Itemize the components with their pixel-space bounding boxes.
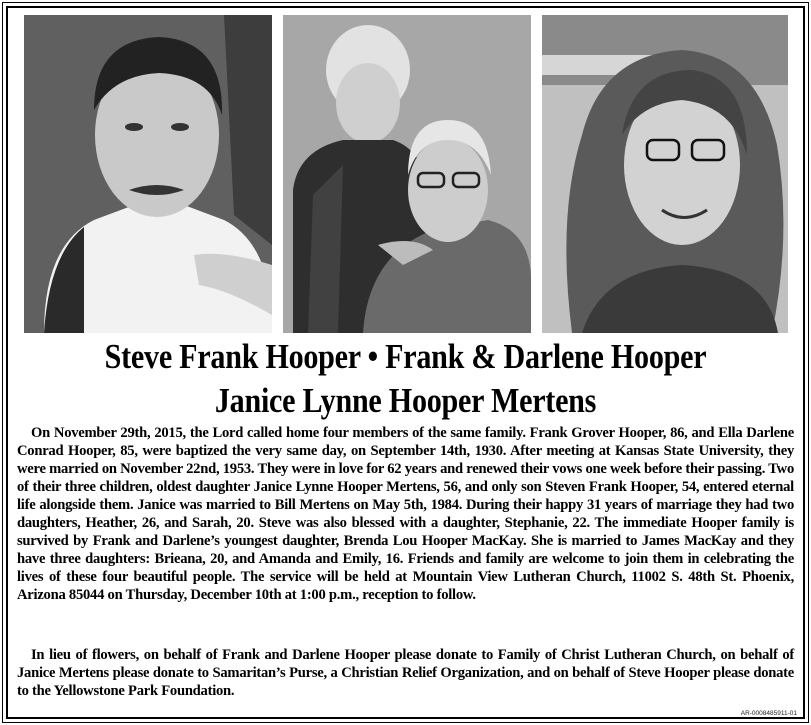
- obituary-paragraph: On November 29th, 2015, the Lord called home four members of the same family. Frank Grover Hooper, 86, and Ella Darlene Conrad Hooper, 85, were baptized the very same day, on September 14th, 1930. After meeting at Kansas State University, they were married on November 22nd, 1953. They were in love for 62 years and renewed their vows one week before their passing. Two of their three children, oldest daughter Janice Lynne Hooper Mertens, 56, and only son Steven Frank Hooper, 54, entered eternal life alongside them. Janice was married to Bill Mertens on May 5th, 1984. During their happy 31 years of marriage they had two daughters, Heather, 26, and Sarah, 20. Steve was also blessed with a daughter, Stephanie, 22. The immediate Hooper family is survived by Frank and Darlene’s youngest daughter, Brenda Lou Hooper MacKay. She is married to James MacKay and they have three daughters: Brieana, 20, and Amanda and Emily, 16. Friends and family are welcome to join them in celebrating the lives of these four beautiful people. The service will be held at Mountain View Lutheran Church, 11002 S. 48th St. Phoenix, Arizona 85044 on Thursday, December 10th at 1:00 p.m., reception to follow.: [17, 425, 794, 604]
- photo-janice-mertens: [542, 15, 788, 333]
- woman-portrait-image: [542, 15, 788, 333]
- headline-names-line-1: Steve Frank Hooper • Frank & Darlene Hooper: [104, 337, 707, 376]
- headline-names-line-2: Janice Lynne Hooper Mertens: [214, 381, 597, 420]
- photo-frank-darlene-hooper: [283, 15, 531, 333]
- photo-steve-hooper: [24, 15, 272, 333]
- donation-paragraph: In lieu of flowers, on behalf of Frank and Darlene Hooper please donate to Family of Christ Lutheran Church, on behalf of Janice Mertens please donate to Samaritan’s Purse, a Christian Relief Organization, and on behalf of Steve Hooper please donate to the Yellowstone Park Foundation.: [17, 647, 794, 700]
- couple-portrait-image: [283, 15, 531, 333]
- ad-id-label: AR-0008485911-01: [740, 710, 797, 717]
- man-portrait-image: [24, 15, 272, 333]
